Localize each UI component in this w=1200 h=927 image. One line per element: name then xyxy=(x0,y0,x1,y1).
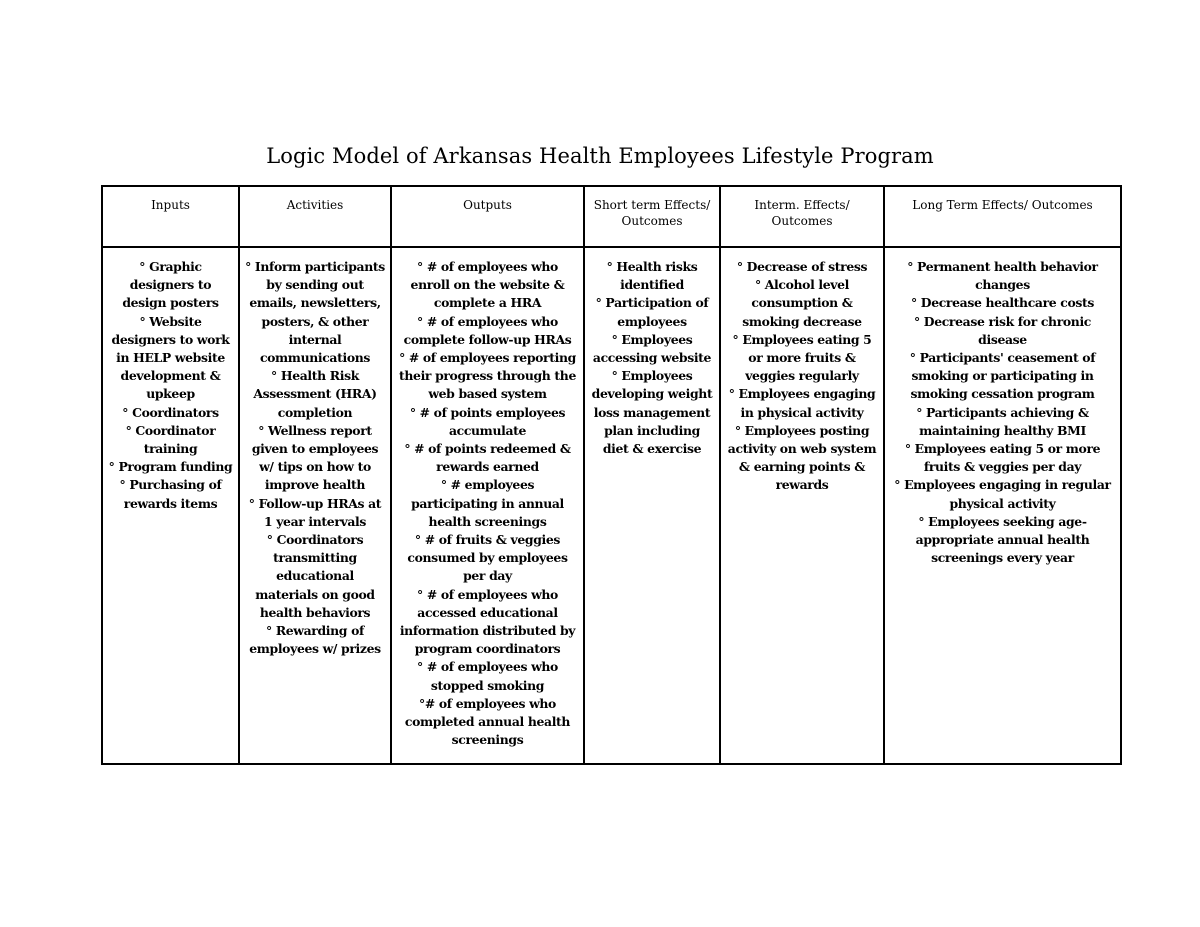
list-item: ° Coordinator training xyxy=(125,422,216,457)
list-item: ° Permanent health behavior changes xyxy=(907,259,1098,293)
list-item: ° Health Risk Assessment (HRA) completion xyxy=(253,368,377,420)
list-item: ° Coordinators transmitting educational materials on good health behaviors xyxy=(255,532,375,620)
list-item: ° Employees engaging in physical activity xyxy=(728,386,876,420)
list-item: ° Alcohol level consumption & smoking decrease xyxy=(742,277,862,329)
list-item: ° # employees participating in annual health screenings xyxy=(411,477,564,529)
list-item: ° Coordinators xyxy=(122,404,219,420)
cell-long-term-effects xyxy=(884,247,1121,764)
list-item: ° Decrease risk for chronic disease xyxy=(914,313,1091,347)
list-item: ° Participants achieving & maintaining healthy BMI xyxy=(916,404,1089,438)
cell-interm-effects xyxy=(720,247,884,764)
list-item: ° # of employees reporting their progress through the web based system xyxy=(399,350,576,402)
list-item: ° Participants' ceasement of smoking or participating in smoking cessation program xyxy=(909,350,1096,402)
header-activities: Activities xyxy=(239,186,391,247)
list-item: ° # of employees who stopped smoking xyxy=(417,659,558,693)
list-item: ° Follow-up HRAs at 1 year intervals xyxy=(248,495,382,529)
cell-outputs xyxy=(391,247,584,764)
list-item: ° # of employees who complete follow-up HRAs xyxy=(403,313,572,347)
cell-short-term-effects xyxy=(584,247,720,764)
list-item: °# of employees who completed annual health screenings xyxy=(404,695,571,748)
list-item: ° Purchasing of rewards items xyxy=(119,477,222,511)
list-item: ° Inform participants by sending out emails, newsletters, posters, & other internal communications xyxy=(245,259,385,366)
list-item: ° Health risks identified xyxy=(606,259,698,293)
logic-model-table xyxy=(101,185,1122,765)
list-item: ° Participation of employees xyxy=(595,295,709,329)
list-item: ° Employees accessing website xyxy=(592,331,712,366)
list-item: ° Graphic designers to design posters xyxy=(122,259,219,311)
list-item: ° Rewarding of employees w/ prizes xyxy=(249,623,381,657)
header-outputs: Outputs xyxy=(391,186,584,247)
list-item: ° Employees eating 5 or more fruits & veggies per day xyxy=(904,441,1101,475)
list-item: ° Employees developing weight loss management plan including diet & exercise xyxy=(591,368,713,457)
cell-activities xyxy=(239,247,391,764)
content-row xyxy=(102,247,1121,764)
list-item: ° Employees posting activity on web system & earning points & rewards xyxy=(727,422,877,493)
list-item: ° # of employees who accessed educational information distributed by program coordinators xyxy=(399,586,576,657)
list-item: ° Decrease healthcare costs xyxy=(911,295,1094,311)
list-item: ° Website designers to work in HELP website development & upkeep xyxy=(111,313,230,402)
list-item: ° # of points redeemed & rewards earned xyxy=(404,441,571,475)
list-item: ° Employees seeking age-appropriate annual health screenings every year xyxy=(915,513,1090,566)
list-item: ° Decrease of stress xyxy=(736,259,868,274)
list-item: ° # of points employees accumulate xyxy=(409,404,566,438)
list-item: ° # of employees who enroll on the website & complete a HRA xyxy=(410,259,565,311)
header-interm-effects: Interm. Effects/ Outcomes xyxy=(720,186,884,247)
list-item: ° Program funding xyxy=(108,459,233,475)
header-row xyxy=(102,186,1121,247)
cell-inputs xyxy=(102,247,239,764)
list-item: ° # of fruits & veggies consumed by employees per day xyxy=(407,532,568,584)
header-inputs: Inputs xyxy=(102,186,239,247)
list-item: ° Employees engaging in regular physical activity xyxy=(894,477,1111,511)
header-long-term-effects: Long Term Effects/ Outcomes xyxy=(884,186,1121,247)
header-short-term-effects: Short term Effects/ Outcomes xyxy=(584,186,720,247)
list-item: ° Wellness report given to employees w/ tips on how to improve health xyxy=(251,422,379,493)
document-title: Logic Model of Arkansas Health Employees Lifestyle Program xyxy=(266,144,934,168)
list-item: ° Employees eating 5 or more fruits & veggies regularly xyxy=(732,331,872,384)
